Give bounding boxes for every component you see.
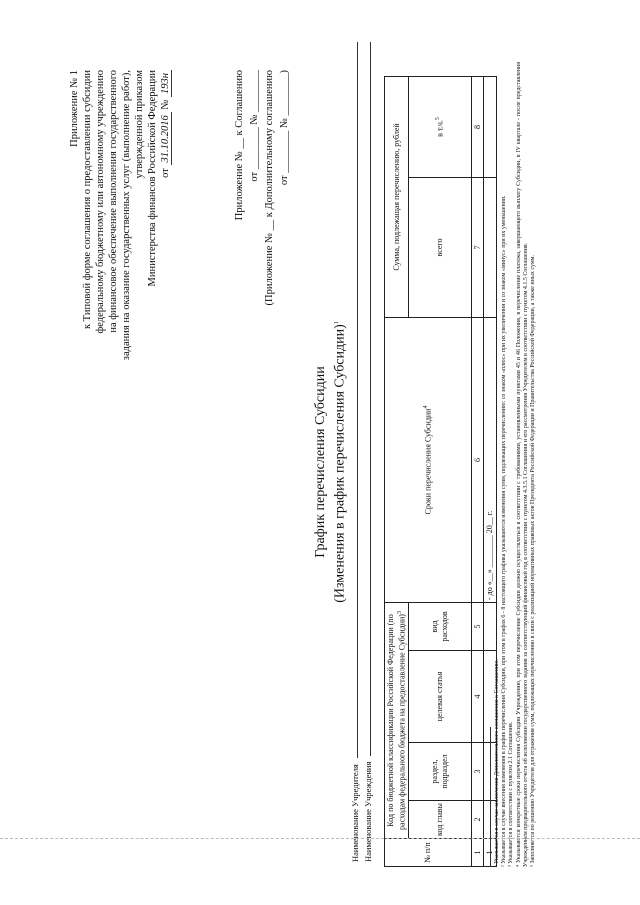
reference-line: (Приложение № __ к Дополнительному соглашению bbox=[264, 70, 275, 306]
document-page bbox=[12, 32, 612, 892]
institution-fields bbox=[347, 42, 373, 862]
column-number: 7 bbox=[471, 177, 484, 317]
date-prefix: от bbox=[160, 168, 171, 178]
col-section: раздел, подраздел bbox=[408, 743, 471, 801]
col-budget-code-group: Код по бюджетной классификации Российской Федерации (по расходам федерального бюджета на предоставление Субсидии)$^3$ bbox=[385, 602, 409, 838]
footnote: ¹ Указывается в случае заключения Дополнительного соглашения к Соглашению. bbox=[494, 658, 500, 867]
order-date: 31.10.2016 bbox=[160, 112, 172, 165]
reference-line: от ________ № ________) bbox=[279, 70, 290, 186]
column-number-row bbox=[471, 76, 484, 866]
agreement-references bbox=[232, 70, 292, 305]
appendix-line: федеральному бюджетному или автономному учреждению bbox=[95, 70, 106, 334]
founder-field bbox=[347, 42, 360, 862]
column-number: 1 bbox=[471, 839, 484, 867]
founder-label: Наименование Учредителя bbox=[350, 764, 360, 862]
appendix-line: Приложение № 1 bbox=[69, 70, 80, 147]
appendix-header bbox=[68, 70, 172, 510]
institution-field bbox=[360, 42, 373, 862]
footnote: ³ Указывается в соответствии с пунктом 2.1 Соглашения. bbox=[508, 721, 515, 867]
title-line-1: График перечисления Субсидии bbox=[313, 366, 328, 558]
subsidy-schedule-table bbox=[384, 76, 497, 867]
appendix-line: задания на оказание государственных услуг (выполнение работ), bbox=[121, 70, 132, 361]
column-number: 5 bbox=[471, 602, 484, 650]
column-number: 3 bbox=[471, 743, 484, 801]
footnotes bbox=[490, 62, 537, 867]
column-number: 4 bbox=[471, 651, 484, 743]
appendix-line: к Типовой форме соглашения о предоставлении субсидии bbox=[82, 70, 93, 330]
column-number: 6 bbox=[471, 317, 484, 602]
footnote: ⁵ Заполняется по решению Учредителя для отражения сумм, подлежащих перечислению в связи с реализацией нормативных правовых актов Президента Российской Федерации и Правительства Российской Федерации, а также иных сумм. bbox=[530, 255, 537, 867]
col-including: в т.ч.$^5$ bbox=[408, 76, 471, 177]
col-number: № п/п bbox=[385, 839, 472, 867]
title-footnote-mark: 1 bbox=[334, 321, 340, 325]
order-number: 193н bbox=[160, 70, 172, 97]
column-number: 8 bbox=[471, 76, 484, 177]
footnote-divider bbox=[490, 727, 491, 867]
footnote: ² Указывается в случае внесения изменения в график перечисления Субсидии, при этом в графах 6 - 8 настоящего графика указываются изменения сумм, подлежащих перечислению: со знаком «плюс» при их увеличении и со знаком «минус» при их уменьшении. bbox=[501, 195, 508, 867]
terms-cell: - до «__» ________ 20__ г. bbox=[484, 317, 497, 602]
col-expense-type: вид расходов bbox=[408, 602, 471, 650]
appendix-line: на финансовое обеспечение выполнения государственного bbox=[108, 70, 119, 333]
institution-label: Наименование Учреждения bbox=[363, 761, 373, 862]
col-chapter-code: код главы bbox=[408, 801, 471, 839]
row-number: 1 bbox=[484, 839, 497, 867]
col-sum-group: Сумма, подлежащая перечислению, рублей bbox=[385, 76, 409, 317]
col-transfer-terms: Сроки перечисления Субсидии$^4$ bbox=[385, 317, 472, 602]
scan-edge-line bbox=[0, 838, 640, 839]
col-target-article: целевая статья bbox=[408, 651, 471, 743]
title-line-2: (Изменения в график перечисления Субсидии)$^1$ bbox=[332, 321, 348, 603]
header-row-1 bbox=[385, 76, 409, 866]
founder-blank bbox=[357, 42, 358, 758]
footnote: ⁴ Указываются конкретные сроки перечисления Субсидии Учреждению, при этом перечисление Субсидии должно осуществляться в соответствии с требованиями, установленными пунктами 45 и 46 Положения, в перечисление платежа, завершающего выплату Субсидии, в IV квартале - после представления Учреждением предварительного отчета об исполнении государственного задания за соответствующий финансовый год в соответствии с пунктом 4.3.5.1 Соглашения и его рассмотрения Учредителем в соответствии с пунктом 4.1.5 Соглашения. bbox=[515, 62, 529, 867]
appendix-line: утвержденной приказом bbox=[134, 70, 145, 179]
number-prefix: № bbox=[160, 99, 171, 110]
reference-line: от ________ № ________ bbox=[249, 70, 260, 182]
document-title bbox=[312, 32, 349, 892]
institution-blank bbox=[370, 42, 371, 756]
col-total: всего bbox=[408, 177, 471, 317]
reference-line: Приложение № __ к Соглашению bbox=[234, 70, 245, 221]
column-number: 2 bbox=[471, 801, 484, 839]
appendix-line: Министерства финансов Российской Федерации bbox=[147, 70, 158, 287]
appendix-date-line bbox=[159, 70, 172, 510]
